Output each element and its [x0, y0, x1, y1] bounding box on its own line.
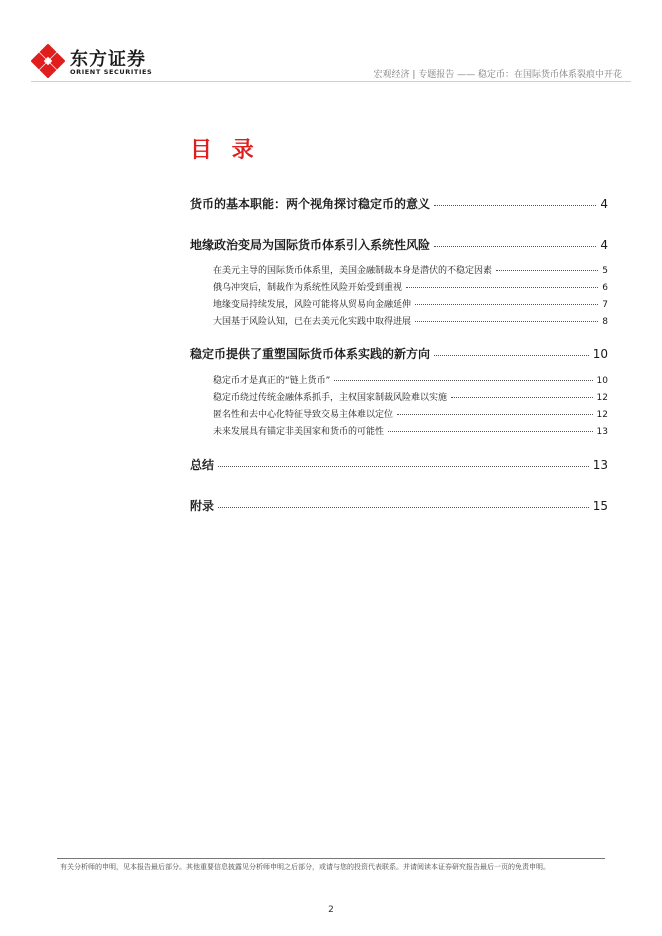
toc-leader-dots [397, 414, 593, 415]
toc-subsection[interactable] [213, 373, 608, 386]
toc-subsection[interactable] [213, 263, 608, 276]
toc-page-number: 13 [592, 458, 608, 472]
toc-leader-dots [496, 270, 598, 271]
toc-section[interactable] [190, 236, 608, 253]
toc-subsection[interactable] [213, 280, 608, 293]
toc-subsection-title: 匿名性和去中心化特征导致交易主体难以定位 [213, 410, 394, 420]
toc-page-number: 4 [600, 197, 608, 211]
toc-leader-dots [434, 355, 589, 356]
toc-page-number: 12 [596, 410, 608, 420]
toc-leader-dots [388, 431, 593, 432]
toc-subsection[interactable] [213, 390, 608, 403]
toc-leader-dots [415, 321, 598, 322]
toc-leader-dots [415, 304, 598, 305]
toc-subsection-title: 在美元主导的国际货币体系里，美国金融制裁本身是潜伏的不稳定因素 [213, 266, 493, 276]
toc-leader-dots [406, 287, 598, 288]
toc-page-number: 7 [602, 300, 608, 310]
running-header: 宏观经济 | 专题报告 —— 稳定币：在国际货币体系裂痕中开花 [373, 70, 622, 80]
footer-disclaimer: 有关分析师的申明，见本报告最后部分。其他重要信息披露见分析师申明之后部分，或请与您的投资代表联系。并请阅读本证券研究报告最后一页的免责申明。 [60, 863, 550, 871]
toc-page-number: 10 [596, 376, 608, 386]
toc-title: 目 录 [190, 138, 260, 163]
toc-page-number: 6 [602, 283, 608, 293]
toc-section[interactable] [190, 456, 608, 473]
toc-section-title: 货币的基本职能：两个视角探讨稳定币的意义 [190, 197, 431, 211]
page-number: 2 [328, 905, 334, 915]
toc-section-title: 地缘政治变局为国际货币体系引入系统性风险 [190, 238, 431, 252]
toc-page-number: 15 [592, 499, 608, 513]
logo-english-name: ORIENT SECURITIES [70, 68, 153, 76]
toc-section-title: 稳定币提供了重塑国际货币体系实践的新方向 [190, 347, 431, 361]
toc-subsection-title: 大国基于风险认知，已在去美元化实践中取得进展 [213, 317, 412, 327]
toc-subsection-title: 未来发展具有锚定非美国家和货币的可能性 [213, 427, 385, 437]
toc-leader-dots [334, 380, 592, 381]
orient-securities-logo-icon [31, 44, 65, 78]
toc-subsection-title: 稳定币绕过传统金融体系抓手，主权国家制裁风险难以实施 [213, 393, 448, 403]
toc-section[interactable] [190, 195, 608, 212]
toc-page-number: 4 [600, 238, 608, 252]
toc-subsection[interactable] [213, 314, 608, 327]
toc-leader-dots [451, 397, 593, 398]
toc-leader-dots [434, 246, 596, 247]
toc-page-number: 5 [602, 266, 608, 276]
toc-page-number: 8 [602, 317, 608, 327]
toc-subsection[interactable] [213, 424, 608, 437]
toc-subsection[interactable] [213, 407, 608, 420]
toc-section[interactable] [190, 497, 608, 514]
logo-chinese-name: 东方证券 [70, 49, 146, 70]
toc-section[interactable] [190, 345, 608, 362]
toc-page-number: 13 [596, 427, 608, 437]
company-logo [31, 44, 171, 78]
toc-section-title: 附录 [190, 499, 215, 513]
toc-leader-dots [218, 466, 589, 467]
toc-subsection-title: 俄乌冲突后，制裁作为系统性风险开始受到重视 [213, 283, 403, 293]
toc-page-number: 10 [592, 347, 608, 361]
toc-section-title: 总结 [190, 458, 215, 472]
toc-subsection-title: 地缘变局持续发展，风险可能将从贸易向金融延伸 [213, 300, 412, 310]
header-divider [31, 81, 631, 82]
toc-page-number: 12 [596, 393, 608, 403]
toc-leader-dots [218, 507, 589, 508]
footer-divider [57, 858, 605, 859]
toc-subsection[interactable] [213, 297, 608, 310]
toc-subsection-title: 稳定币才是真正的“链上货币” [213, 376, 331, 386]
toc-leader-dots [434, 205, 596, 206]
